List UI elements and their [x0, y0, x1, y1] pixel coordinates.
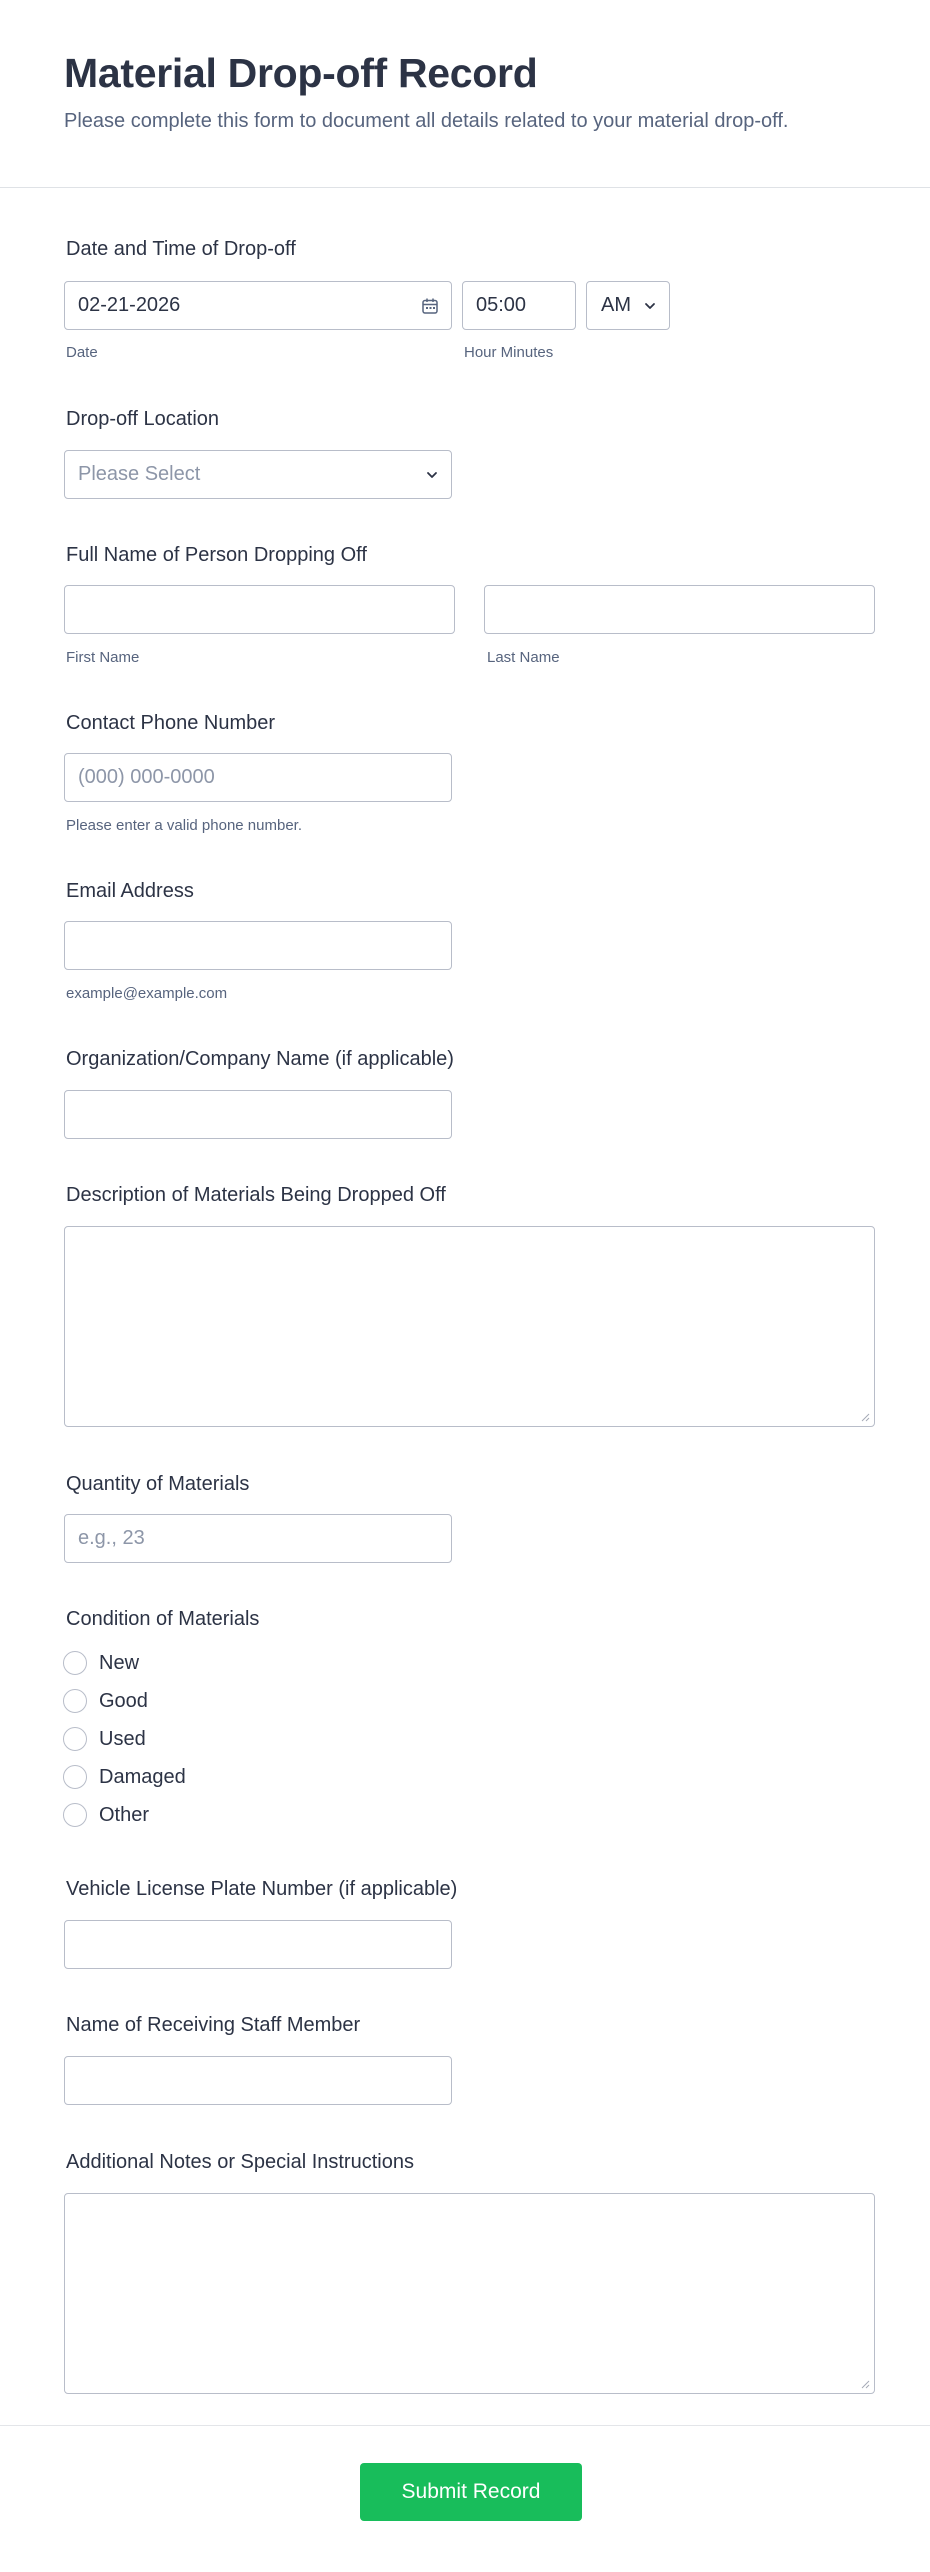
date-input-value: 02-21-2026 [78, 294, 181, 316]
vehicle-plate-input[interactable] [64, 1920, 452, 1969]
radio-button[interactable] [63, 1651, 87, 1675]
condition-option-damaged[interactable] [63, 1763, 186, 1791]
date-input[interactable] [64, 281, 452, 330]
condition-option-label: Other [99, 1803, 150, 1826]
staff-name-label: Name of Receiving Staff Member [66, 2014, 361, 2036]
page-subtitle: Please complete this form to document all details related to your material drop-off. [64, 110, 789, 132]
first-name-sublabel: First Name [66, 649, 140, 666]
dropoff-datetime-label: Date and Time of Drop-off [66, 238, 296, 260]
condition-option-good[interactable] [63, 1687, 148, 1715]
first-name-input[interactable] [64, 585, 455, 634]
radio-button[interactable] [63, 1689, 87, 1713]
resize-grip-icon[interactable] [861, 2380, 870, 2389]
dropoff-location-placeholder: Please Select [78, 463, 201, 485]
notes-label: Additional Notes or Special Instructions [66, 2151, 414, 2173]
form-header [0, 0, 930, 188]
description-textarea[interactable] [64, 1226, 875, 1427]
phone-input[interactable] [64, 753, 452, 802]
chevron-down-icon [643, 299, 657, 313]
time-input-value: 05:00 [476, 294, 527, 316]
page-title: Material Drop-off Record [64, 50, 538, 96]
quantity-placeholder: e.g., 23 [78, 1527, 145, 1549]
last-name-sublabel: Last Name [487, 649, 560, 666]
date-sublabel: Date [66, 344, 98, 361]
resize-grip-icon[interactable] [861, 1413, 870, 1422]
organization-input[interactable] [64, 1090, 452, 1139]
phone-placeholder: (000) 000-0000 [78, 766, 215, 788]
condition-option-label: New [99, 1651, 140, 1674]
ampm-select[interactable] [586, 281, 670, 330]
quantity-label: Quantity of Materials [66, 1473, 250, 1495]
condition-option-used[interactable] [63, 1725, 146, 1753]
submit-record-button[interactable]: Submit Record [360, 2463, 582, 2521]
full-name-label: Full Name of Person Dropping Off [66, 544, 367, 566]
condition-option-label: Good [99, 1689, 148, 1712]
quantity-input[interactable] [64, 1514, 452, 1563]
dropoff-location-select[interactable] [64, 450, 452, 499]
phone-label: Contact Phone Number [66, 712, 276, 734]
staff-name-input[interactable] [64, 2056, 452, 2105]
radio-button[interactable] [63, 1765, 87, 1789]
vehicle-plate-label: Vehicle License Plate Number (if applicable) [66, 1878, 458, 1900]
time-sublabel: Hour Minutes [464, 344, 554, 361]
email-input[interactable] [64, 921, 452, 970]
condition-option-label: Used [99, 1727, 146, 1750]
dropoff-location-label: Drop-off Location [66, 408, 220, 430]
condition-option-new[interactable] [63, 1649, 139, 1677]
chevron-down-icon [425, 468, 439, 482]
condition-option-other[interactable] [63, 1801, 149, 1829]
time-input[interactable] [462, 281, 576, 330]
ampm-select-value: AM [601, 294, 631, 316]
description-label: Description of Materials Being Dropped Off [66, 1184, 446, 1206]
radio-button[interactable] [63, 1727, 87, 1751]
last-name-input[interactable] [484, 585, 875, 634]
condition-option-label: Damaged [99, 1765, 186, 1788]
email-sublabel: example@example.com [66, 985, 228, 1002]
notes-textarea[interactable] [64, 2193, 875, 2394]
email-label: Email Address [66, 880, 194, 902]
phone-sublabel: Please enter a valid phone number. [66, 817, 302, 834]
calendar-icon[interactable] [421, 297, 439, 315]
condition-label: Condition of Materials [66, 1608, 260, 1630]
organization-label: Organization/Company Name (if applicable) [66, 1048, 454, 1070]
radio-button[interactable] [63, 1803, 87, 1827]
